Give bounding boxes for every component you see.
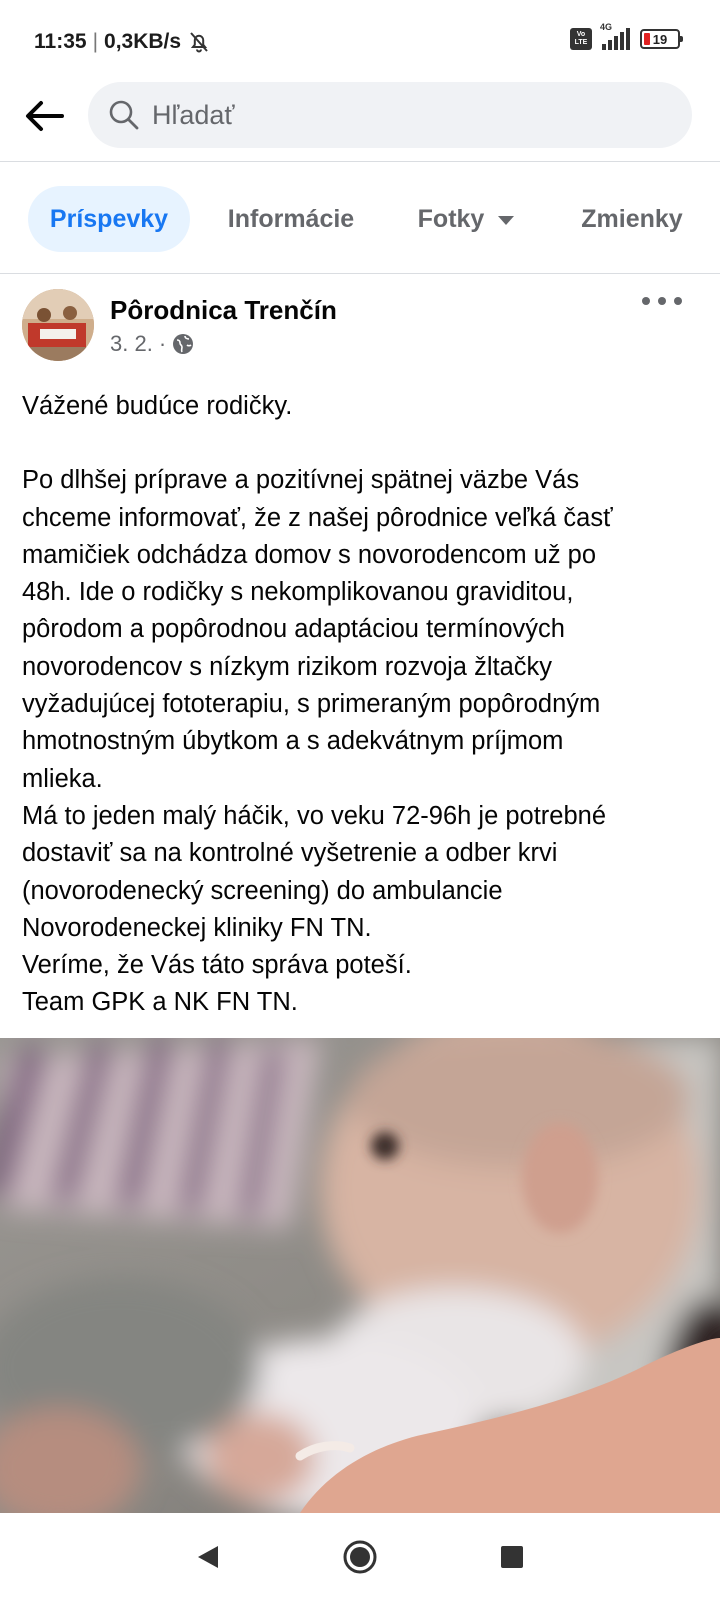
profile-tabs [0, 162, 720, 274]
post-line: Novorodeneckej kliniky FN TN. [22, 913, 372, 942]
tab-info[interactable] [206, 186, 376, 252]
post-line: Veríme, že Vás táto správa poteší. [22, 951, 412, 980]
status-bar [0, 0, 720, 80]
page-name[interactable]: Pôrodnica Trenčín [110, 295, 337, 325]
post-line: vyžadujúcej fototerapiu, s primeraným popôrodným [22, 690, 601, 719]
baby-photo-image [0, 1038, 720, 1513]
post-line: Team GPK a NK FN TN. [22, 988, 298, 1017]
status-left [34, 30, 211, 54]
post-header [0, 275, 720, 375]
post-line: mlieka. [22, 764, 103, 793]
search-bar[interactable] [88, 82, 692, 148]
dot-icon [658, 297, 666, 305]
battery-icon [640, 29, 680, 49]
signal-bar [602, 44, 606, 50]
volte-icon [570, 28, 592, 50]
post-line: Vážené budúce rodičky. [22, 392, 293, 420]
signal-icon [600, 22, 630, 50]
arrow-left-icon [24, 100, 64, 132]
system-nav-bar [0, 1513, 720, 1600]
square-recents-icon [499, 1544, 525, 1570]
signal-bar [614, 36, 618, 50]
post-line: mamičiek odchádza domov s novorodencom už po [22, 540, 597, 569]
tab-label: Príspevky [49, 204, 169, 233]
nav-back-button[interactable] [184, 1533, 232, 1581]
avatar[interactable] [22, 289, 94, 361]
post-line: pôrodom a popôrodnou adaptáciou termínových [22, 615, 565, 644]
volte-top: Vo [576, 31, 586, 38]
nav-home-button[interactable] [336, 1533, 384, 1581]
post-meta [110, 331, 194, 357]
meta-separator: · [158, 331, 167, 356]
post-photo[interactable] [0, 1038, 720, 1513]
triangle-back-icon [194, 1543, 222, 1571]
network-speed: 0,3KB/s [104, 30, 182, 53]
battery-level: 19 [652, 31, 668, 47]
post-line: Po dlhšej príprave a pozitívnej spätnej väzbe Vás [22, 466, 580, 495]
post-line: novorodencov s nízkym rizikom rozvoja žltačky [22, 652, 553, 681]
circle-home-icon [342, 1539, 378, 1575]
post-body [22, 388, 702, 1022]
bell-off-icon [187, 30, 211, 54]
status-time: 11:35 [34, 30, 87, 53]
signal-bar [608, 40, 612, 50]
avatar-image [22, 289, 94, 361]
status-separator: | [92, 30, 99, 53]
dot-icon [642, 297, 650, 305]
globe-icon [172, 333, 194, 355]
post-date[interactable]: 3. 2. [110, 331, 153, 356]
tab-label: Fotky [417, 204, 485, 233]
post-line: hmotnostným úbytkom a s adekvátnym príjmom [22, 727, 564, 756]
paragraph-gap [22, 425, 702, 462]
status-right [570, 22, 680, 50]
tab-photos[interactable] [396, 186, 536, 252]
search-icon [108, 99, 140, 131]
nav-recents-button[interactable] [488, 1533, 536, 1581]
tab-posts[interactable] [28, 186, 190, 252]
search-header [0, 80, 720, 162]
tab-label: Zmienky [581, 204, 683, 233]
network-type: 4G [600, 22, 613, 32]
signal-bar [626, 28, 630, 50]
tab-label: Informácie [227, 204, 355, 233]
post-line: chceme informovať, že z našej pôrodnice veľká časť [22, 503, 613, 532]
signal-bar [620, 32, 624, 50]
dot-icon [674, 297, 682, 305]
caret-down-icon [498, 216, 514, 225]
volte-bottom: LTE [574, 39, 588, 46]
tab-mentions[interactable] [556, 186, 708, 252]
post-line: (novorodenecký screening) do ambulancie [22, 876, 503, 905]
post-line: 48h. Ide o rodičky s nekomplikovanou graviditou, [22, 578, 574, 607]
search-input[interactable] [152, 100, 632, 131]
more-options-button[interactable] [642, 289, 682, 313]
post-line: dostaviť sa na kontrolné vyšetrenie a odber krvi [22, 839, 558, 868]
post-line: Má to jeden malý háčik, vo veku 72-96h je potrebné [22, 801, 607, 830]
back-button[interactable] [22, 94, 66, 138]
